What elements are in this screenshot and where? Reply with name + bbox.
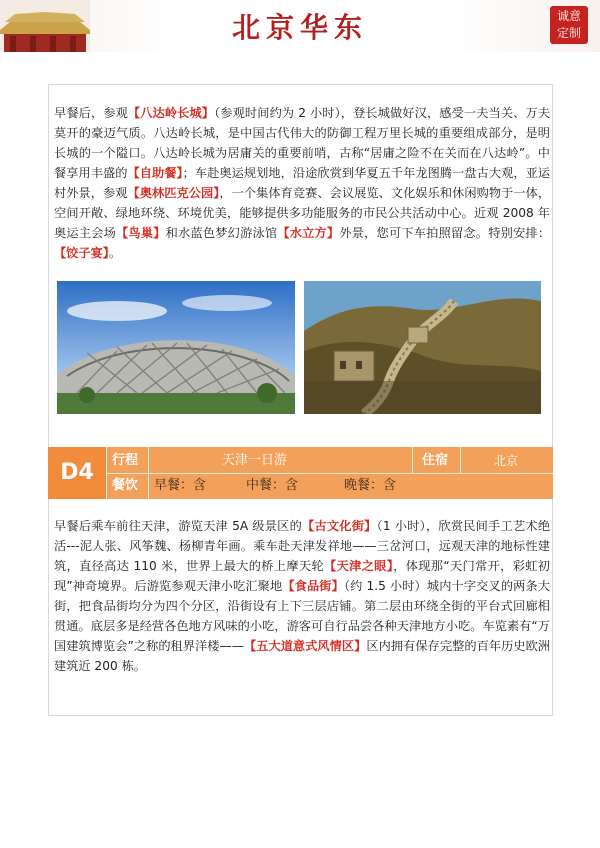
day-number: D4 (48, 447, 106, 499)
seal-line-2: 定制 (556, 26, 581, 40)
meal-dumpling-feast: 【饺子宴】 (54, 246, 109, 260)
para2-seg: 区内拥有保存完整的百年历史欧洲建筑近 200 栋。 (54, 639, 550, 673)
para1-seg: 。 (108, 246, 122, 260)
attraction-ancient-culture-street: 【古文化街】 (302, 519, 377, 533)
route-value: 天津一日游 (222, 453, 288, 468)
attraction-food-street: 【食品街】 (282, 579, 344, 593)
day4-summary-bar (48, 447, 553, 499)
breakfast-info: 早餐：含 (154, 478, 207, 493)
header-title: 北京华东 (231, 11, 368, 44)
attraction-water-cube: 【水立方】 (277, 226, 340, 240)
stay-value: 北京 (494, 454, 519, 468)
para1-seg: （参观时间约为 2 小时），登长城做好汉，感受一夫当关、万夫莫开的豪迈气质。八达岭长城，是中国古代伟大的防御工程万里长城的重要组成部分，是明长城的一个隘口。八达岭长城为居庸关的重要前哨，古称“居庸之险不在关而在八达岭”。中餐享用丰盛的 (54, 106, 551, 180)
para1-seg: ，一个集体育竞赛、会议展览、文化娱乐和休闲购物于一体，空间开敞、绿地环绕、环境优美，能够提供多功能服务的市民公共活动中心。近观 2008 年奥运主会场 (54, 186, 551, 240)
attraction-badaling: 【八达岭长城】 (127, 106, 215, 120)
para2-seg: （约 1.5 小时）城内十字交叉的两条大街，把食品街均分为四个分区，沿街设有上下三层店铺。第二层由环绕全街的平台式回廊相贯通。底层多是经营各色地方风味的小吃，游客可自行品尝各种天津地方小吃。车览素有“万国建筑博览会”之称的租界洋楼—— (54, 579, 551, 653)
custom-seal-stamp (550, 6, 588, 44)
meal-buffet: 【自助餐】 (127, 166, 183, 180)
para2-seg: （1 小时），欣赏民间手工艺术绝活---泥人张、风筝魏、杨柳青年画。乘车赴天津发祥地——三岔河口，远观天津的地标性建筑，直径高达 110 米，世界上最大的桥上摩天轮 (54, 519, 551, 573)
para1-seg: 外景，您可下车拍照留念。特别安排： (339, 226, 551, 240)
meals-label: 餐饮 (112, 478, 139, 493)
attraction-tianjin-eye: 【天津之眼】 (324, 559, 394, 573)
day3-description (54, 103, 550, 263)
day4-description (54, 516, 550, 676)
attraction-five-avenues: 【五大道意式风情区】 (243, 639, 367, 653)
para1-seg: ；车赴奥运规划地，沿途欣赏到华夏五千年龙图腾一盘古大观，亚运村外景，参观 (54, 166, 551, 200)
para1-seg: 和水蓝色梦幻游泳馆 (165, 226, 278, 240)
para2-seg: ，体现那“天门常开，彩虹初现”神奇境界。后游览参观天津小吃汇聚地 (54, 559, 550, 593)
lunch-info: 中餐：含 (246, 478, 299, 493)
route-label: 行程 (112, 453, 139, 468)
stay-label: 住宿 (422, 453, 449, 468)
attraction-birds-nest: 【鸟巢】 (116, 226, 166, 240)
attraction-olympic-park: 【奥林匹克公园】 (127, 186, 220, 200)
dinner-info: 晚餐：含 (344, 478, 397, 493)
para1-seg: 早餐后，参观 (54, 106, 128, 120)
birds-nest-photo (57, 281, 295, 414)
para2-seg: 早餐后乘车前往天津，游览天津 5A 级景区的 (54, 519, 303, 533)
great-wall-photo (304, 281, 541, 414)
seal-line-1: 诚意 (556, 9, 581, 23)
page-header (0, 0, 600, 52)
